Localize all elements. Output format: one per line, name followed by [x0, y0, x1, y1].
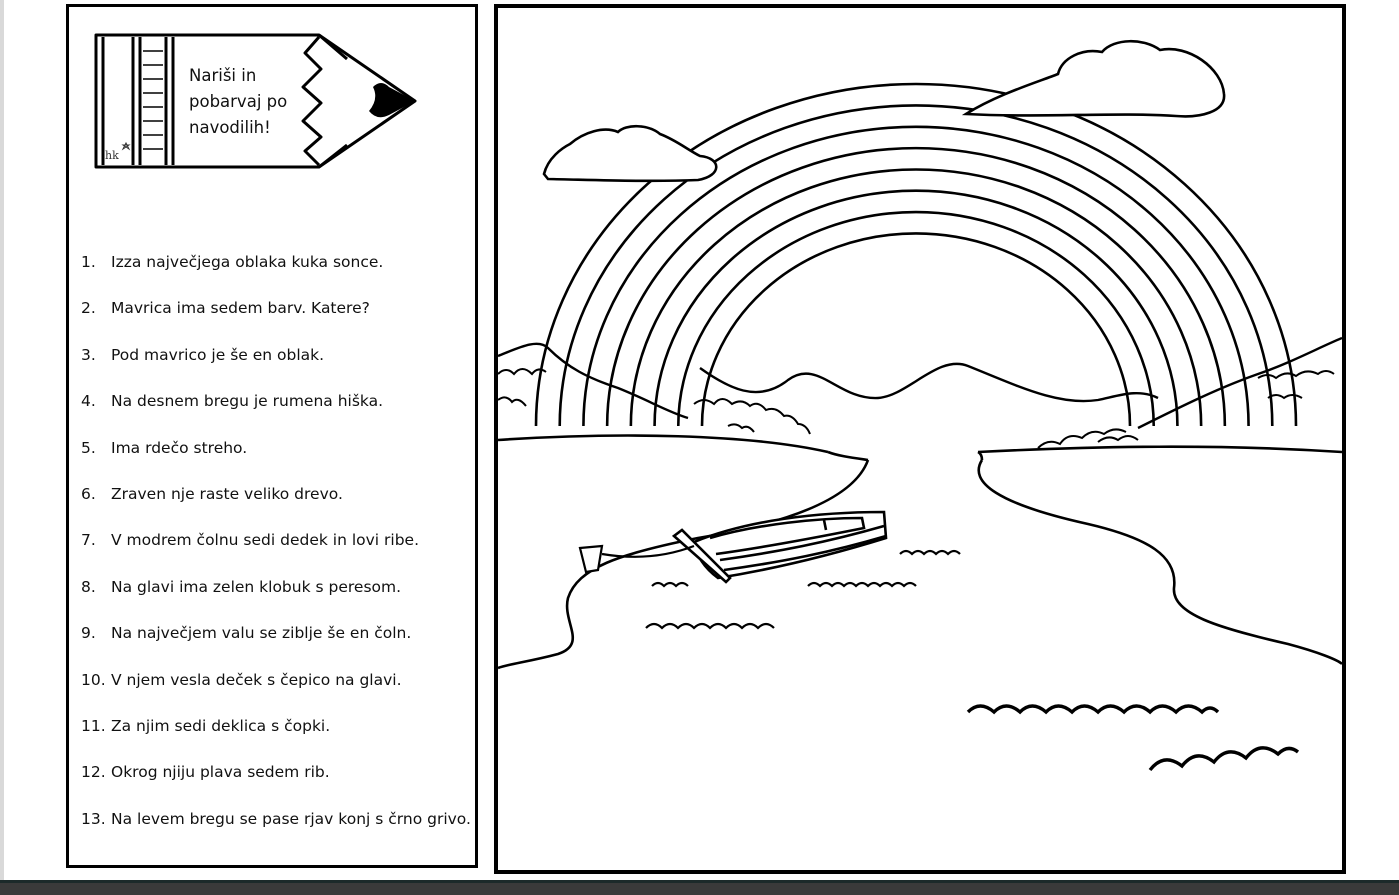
- instruction-text: Za njim sedi deklica s čopki.: [111, 716, 331, 735]
- hills: [498, 338, 1342, 428]
- instruction-item: [81, 253, 471, 299]
- instruction-item: [81, 671, 471, 717]
- instruction-text: Izza največjega oblaka kuka sonce.: [111, 253, 384, 271]
- instruction-item: [81, 439, 471, 485]
- pencil-title-line-3: navodilih!: [189, 118, 271, 137]
- instruction-number: 3.: [81, 345, 96, 364]
- instruction-number: 2.: [81, 299, 96, 318]
- instruction-text: Pod mavrico je še en oblak.: [111, 345, 325, 364]
- cloud-right: [966, 41, 1224, 116]
- instruction-item: [81, 578, 471, 624]
- instruction-number: 13.: [81, 809, 106, 828]
- instructions-panel: [66, 4, 478, 868]
- instruction-number: 8.: [81, 577, 96, 596]
- rainbow-band-line: [702, 233, 1130, 426]
- instruction-text: V njem vesla deček s čepico na glavi.: [111, 670, 402, 689]
- instruction-text: Na največjem valu se ziblje še en čoln.: [111, 624, 412, 643]
- coloring-picture-panel: [494, 4, 1346, 874]
- instruction-item: [81, 717, 471, 763]
- instruction-number: 7.: [81, 531, 96, 550]
- big-waves: [968, 706, 1298, 770]
- instruction-text: Na glavi ima zelen klobuk s peresom.: [111, 577, 402, 596]
- instruction-item: [81, 485, 471, 531]
- water-waves: [646, 551, 960, 628]
- instruction-list: [81, 253, 471, 856]
- instruction-number: 5.: [81, 438, 96, 457]
- instruction-text: Mavrica ima sedem barv. Katere?: [111, 299, 370, 318]
- instruction-text: Zraven nje raste veliko drevo.: [111, 484, 343, 503]
- pencil-logo: hk: [105, 149, 119, 162]
- instruction-item: [81, 346, 471, 392]
- instruction-text: Na desnem bregu je rumena hiška.: [111, 392, 384, 411]
- instruction-item: [81, 810, 471, 856]
- pencil-title-line-1: Nariši in: [189, 66, 257, 85]
- instruction-item: [81, 392, 471, 438]
- instruction-number: 9.: [81, 624, 96, 643]
- instruction-item: [81, 624, 471, 670]
- instruction-number: 1.: [81, 253, 96, 271]
- bottom-toolbar-strip: [0, 880, 1399, 895]
- instruction-text: Na levem bregu se pase rjav konj s črno grivo.: [111, 809, 471, 828]
- instruction-number: 12.: [81, 763, 106, 782]
- instruction-number: 4.: [81, 392, 96, 411]
- instruction-number: 10.: [81, 670, 106, 689]
- instruction-item: [81, 531, 471, 577]
- instruction-number: 11.: [81, 716, 106, 735]
- instruction-text: Ima rdečo streho.: [111, 438, 248, 457]
- rowboat: [674, 512, 886, 582]
- pencil-title: [189, 63, 309, 141]
- anchor-bucket: [580, 546, 694, 572]
- instruction-number: 6.: [81, 484, 96, 503]
- window-edge: [0, 0, 4, 880]
- cloud-left: [544, 126, 716, 181]
- instruction-item: [81, 299, 471, 345]
- rainbow-river-drawing: [498, 8, 1342, 870]
- instruction-text: V modrem čolnu sedi dedek in lovi ribe.: [111, 531, 420, 550]
- rainbow-band-line: [631, 169, 1201, 426]
- pencil-title-line-2: pobarvaj po: [189, 92, 288, 111]
- instruction-item: [81, 763, 471, 809]
- instruction-text: Okrog njiju plava sedem rib.: [111, 763, 330, 782]
- rainbow-band-line: [655, 191, 1178, 426]
